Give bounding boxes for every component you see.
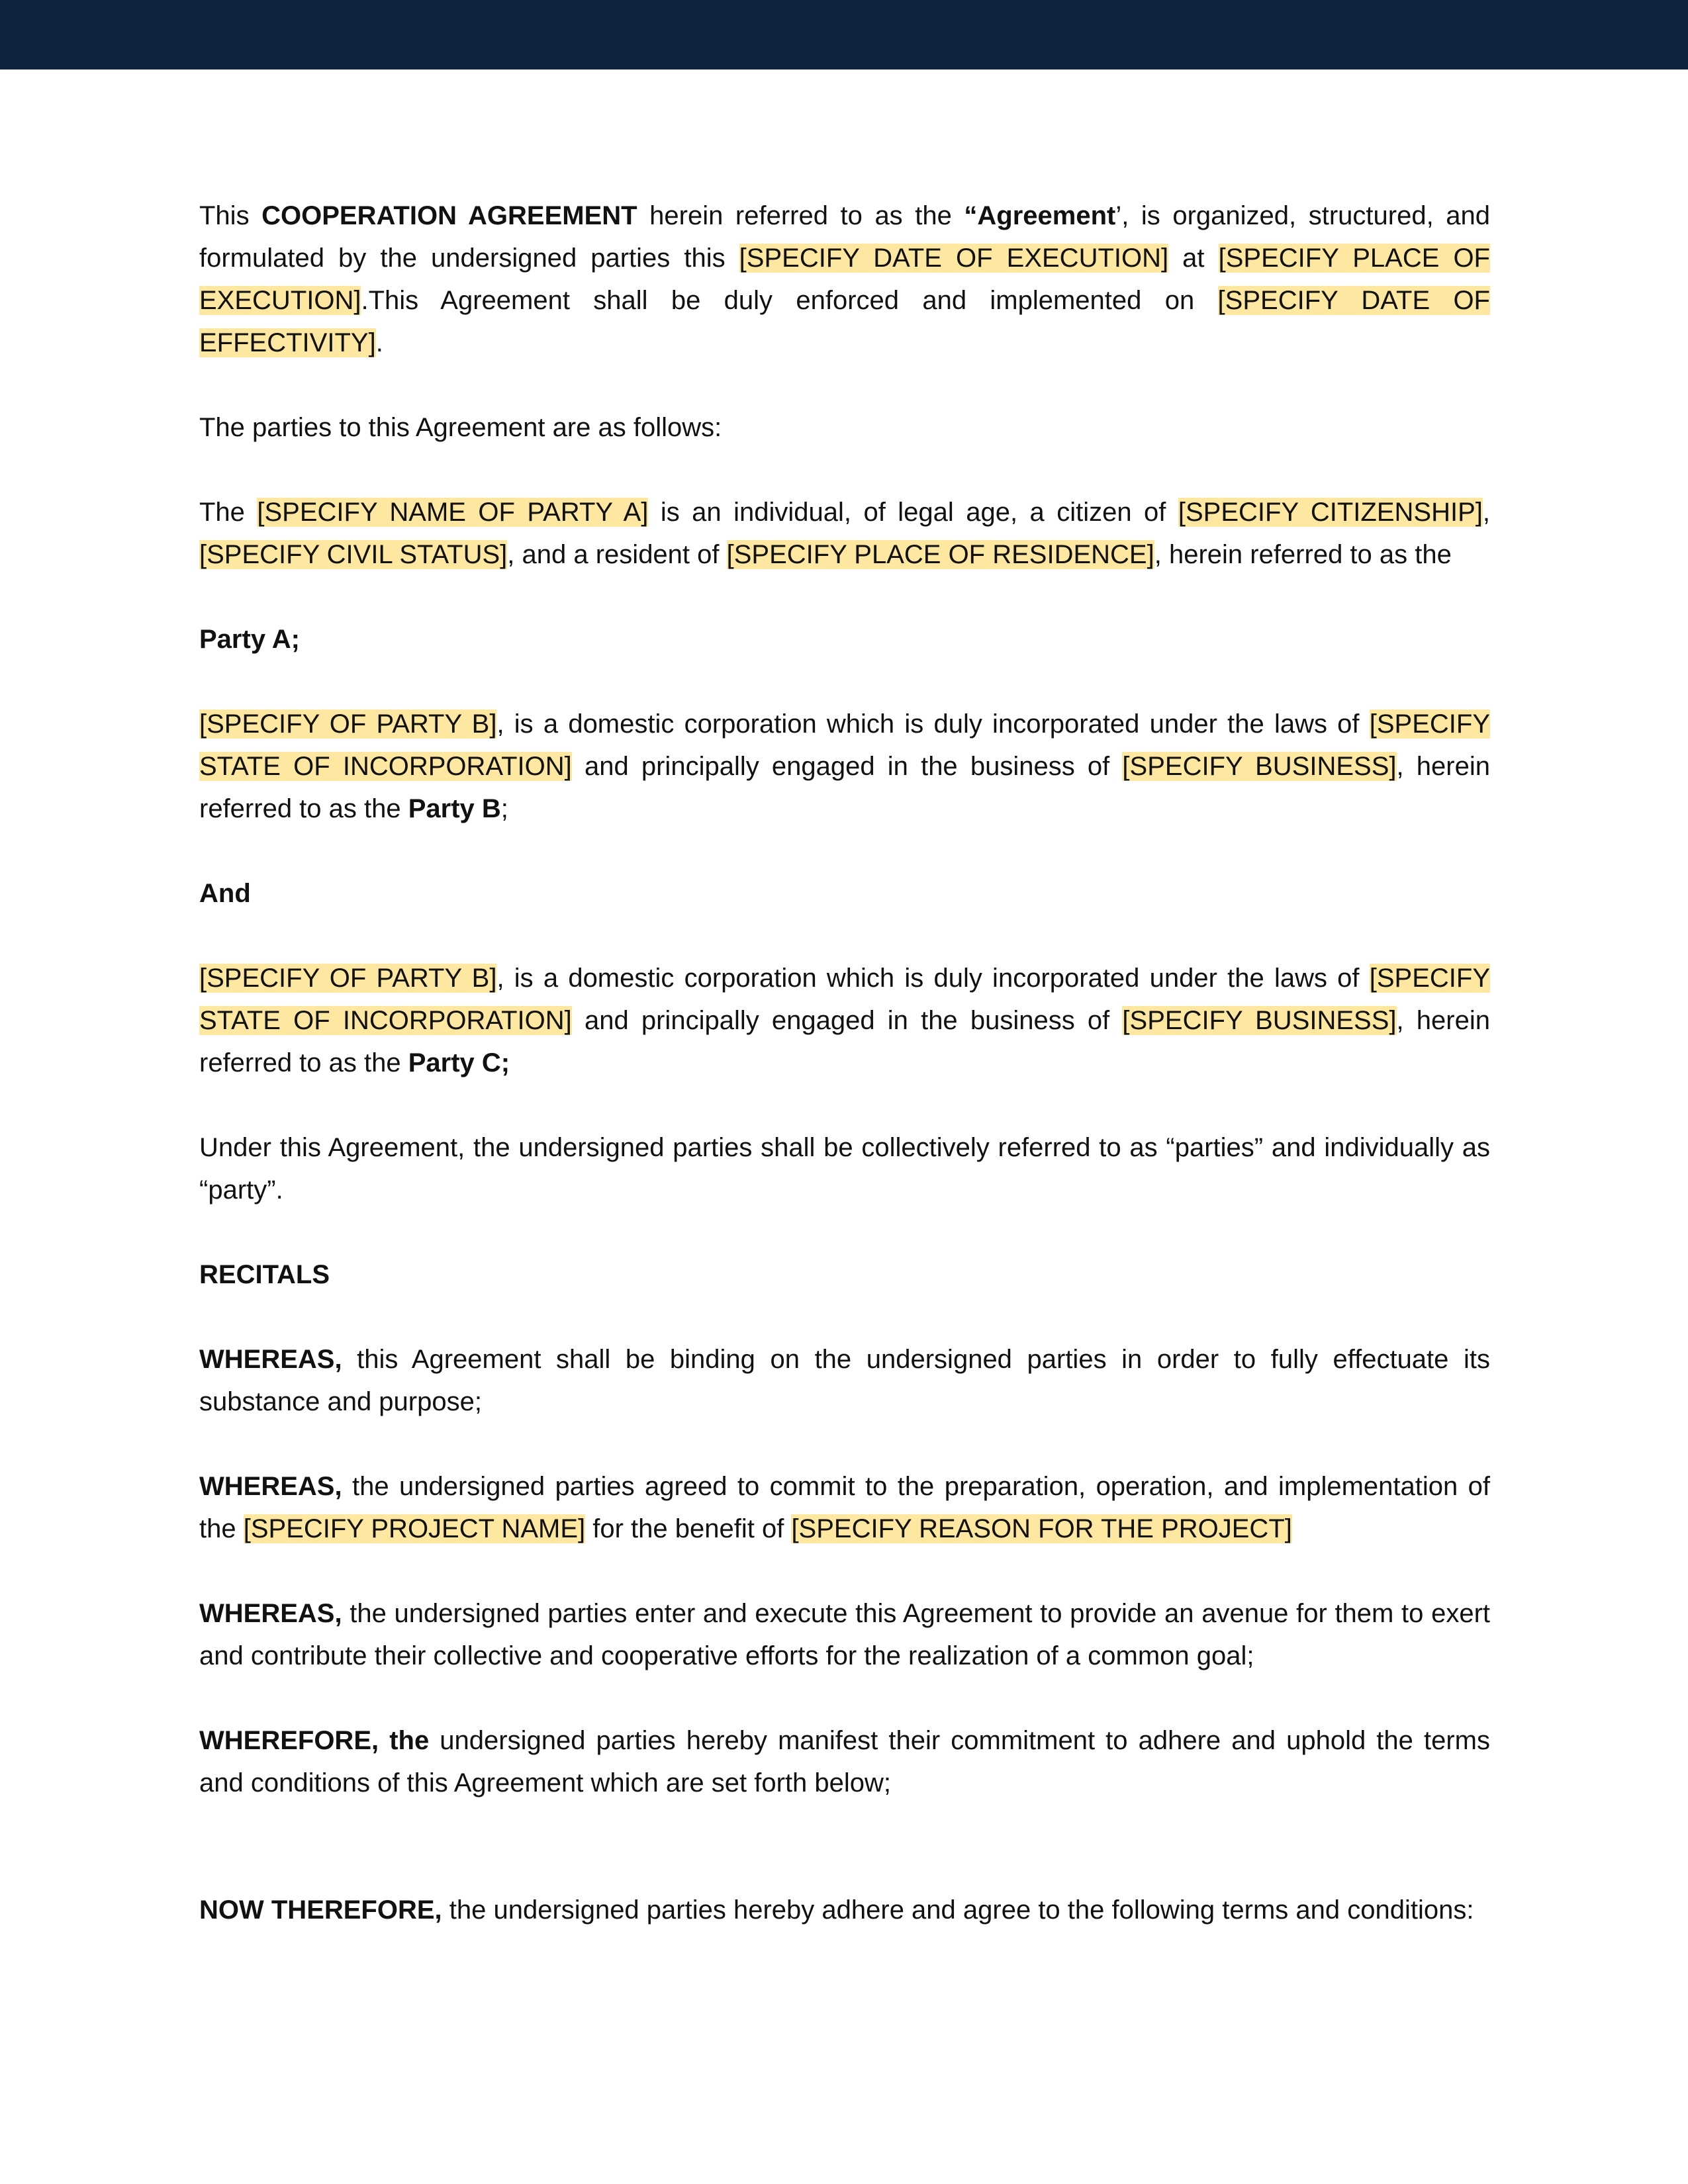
placeholder-state-of-incorporation[interactable]: [SPECIFY STATE OF INCORPORATION] — [199, 709, 1491, 781]
now-therefore-paragraph — [199, 1889, 1490, 1931]
placeholder-reason-for-project[interactable]: [SPECIFY REASON FOR THE PROJECT] — [791, 1514, 1292, 1543]
recitals-heading — [199, 1253, 1490, 1296]
whereas-paragraph-3 — [199, 1592, 1490, 1677]
text-run: and principally engaged in the business of — [571, 752, 1123, 781]
text-run: for the benefit of — [585, 1514, 792, 1543]
party-b-label: Party B — [408, 794, 501, 823]
placeholder-date-of-effectivity[interactable]: [SPECIFY DATE OF EFFECTIVITY] — [199, 286, 1490, 357]
parties-intro: The parties to this Agreement are as follows: — [199, 413, 722, 442]
agreement-term: “Agreement — [964, 201, 1116, 230]
text-run: . — [375, 328, 383, 357]
intro-paragraph — [199, 195, 1490, 364]
text-run: ; — [500, 794, 508, 823]
placeholder-state-of-incorporation[interactable]: [SPECIFY STATE OF INCORPORATION] — [199, 964, 1491, 1035]
wherefore-paragraph — [199, 1719, 1490, 1804]
party-a-label — [199, 618, 1490, 660]
party-a-paragraph — [199, 491, 1490, 576]
text-run: , herein referred to as the — [199, 1006, 1491, 1077]
text-run: is an individual, of legal age, a citizen of — [648, 498, 1178, 527]
placeholder-party-b-name[interactable]: [SPECIFY OF PARTY B] — [199, 709, 497, 739]
text-run: herein referred to as the — [637, 201, 964, 230]
text-run: .This Agreement shall be duly enforced and implemented on — [361, 286, 1218, 315]
placeholder-name-of-party-a[interactable]: [SPECIFY NAME OF PARTY A] — [257, 498, 649, 527]
party-b-paragraph — [199, 703, 1490, 830]
placeholder-place-of-residence[interactable]: [SPECIFY PLACE OF RESIDENCE] — [726, 540, 1154, 569]
placeholder-business[interactable]: [SPECIFY BUSINESS] — [1122, 1006, 1397, 1035]
whereas-paragraph-2 — [199, 1465, 1490, 1550]
placeholder-civil-status[interactable]: [SPECIFY CIVIL STATUS] — [199, 540, 508, 569]
and-label-text: And — [199, 879, 251, 908]
recitals-heading-text: RECITALS — [199, 1260, 330, 1289]
text-run: , — [1482, 498, 1491, 527]
whereas-keyword: WHEREAS, — [199, 1599, 342, 1628]
header-band — [0, 0, 1688, 69]
whereas-keyword: WHEREAS, — [199, 1472, 342, 1501]
text-run: and principally engaged in the business of — [571, 1006, 1123, 1035]
text-run: at — [1168, 244, 1219, 273]
collective-paragraph: Under this Agreement, the undersigned parties shall be collectively referred to as “parties” and individually as “party”. — [199, 1133, 1490, 1205]
text-run: the undersigned parties enter and execute this Agreement to provide an avenue for them to exert and contribute their collective and cooperative efforts for the realization of a common goal; — [199, 1599, 1490, 1670]
agreement-title: COOPERATION AGREEMENT — [261, 201, 637, 230]
placeholder-place-of-execution[interactable]: [SPECIFY PLACE OF EXECUTION] — [199, 244, 1490, 315]
whereas-paragraph-1 — [199, 1338, 1490, 1423]
text-run: , and a resident of — [507, 540, 727, 569]
text-run: the undersigned parties agreed to commit to the preparation, operation, and implementation of the — [199, 1472, 1490, 1543]
text-run: undersigned parties hereby manifest their commitment to adhere and uphold the terms and conditions of this Agreement which are set forth below; — [199, 1726, 1490, 1797]
party-a-label-text: Party A; — [199, 625, 300, 654]
and-label — [199, 872, 1490, 915]
placeholder-business[interactable]: [SPECIFY BUSINESS] — [1122, 752, 1397, 781]
party-c-label: Party C; — [408, 1048, 510, 1077]
wherefore-keyword: WHEREFORE, the — [199, 1726, 430, 1755]
whereas-keyword: WHEREAS, — [199, 1345, 342, 1374]
text-run: this Agreement shall be binding on the undersigned parties in order to fully effectuate its substance and purpose; — [199, 1345, 1490, 1416]
text-run: the undersigned parties hereby adhere and agree to the following terms and conditions: — [442, 1895, 1474, 1925]
text-run: , is a domestic corporation which is duly incorporated under the laws of — [496, 709, 1370, 739]
text-run: This — [199, 201, 262, 230]
placeholder-date-of-execution[interactable]: [SPECIFY DATE OF EXECUTION] — [739, 244, 1169, 273]
now-therefore-keyword: NOW THEREFORE, — [199, 1895, 442, 1925]
placeholder-party-c-name[interactable]: [SPECIFY OF PARTY B] — [199, 964, 497, 993]
text-run: , herein referred to as the — [1154, 540, 1452, 569]
placeholder-project-name[interactable]: [SPECIFY PROJECT NAME] — [243, 1514, 586, 1543]
text-run: , herein referred to as the — [199, 752, 1491, 823]
text-run: The — [199, 498, 258, 527]
text-run: , is a domestic corporation which is duly incorporated under the laws of — [496, 964, 1370, 993]
party-c-paragraph — [199, 957, 1490, 1084]
text-run: ’, is organized, structured, and formulated by the undersigned parties this — [199, 201, 1490, 273]
placeholder-citizenship[interactable]: [SPECIFY CITIZENSHIP] — [1178, 498, 1483, 527]
document-body — [199, 195, 1490, 1974]
